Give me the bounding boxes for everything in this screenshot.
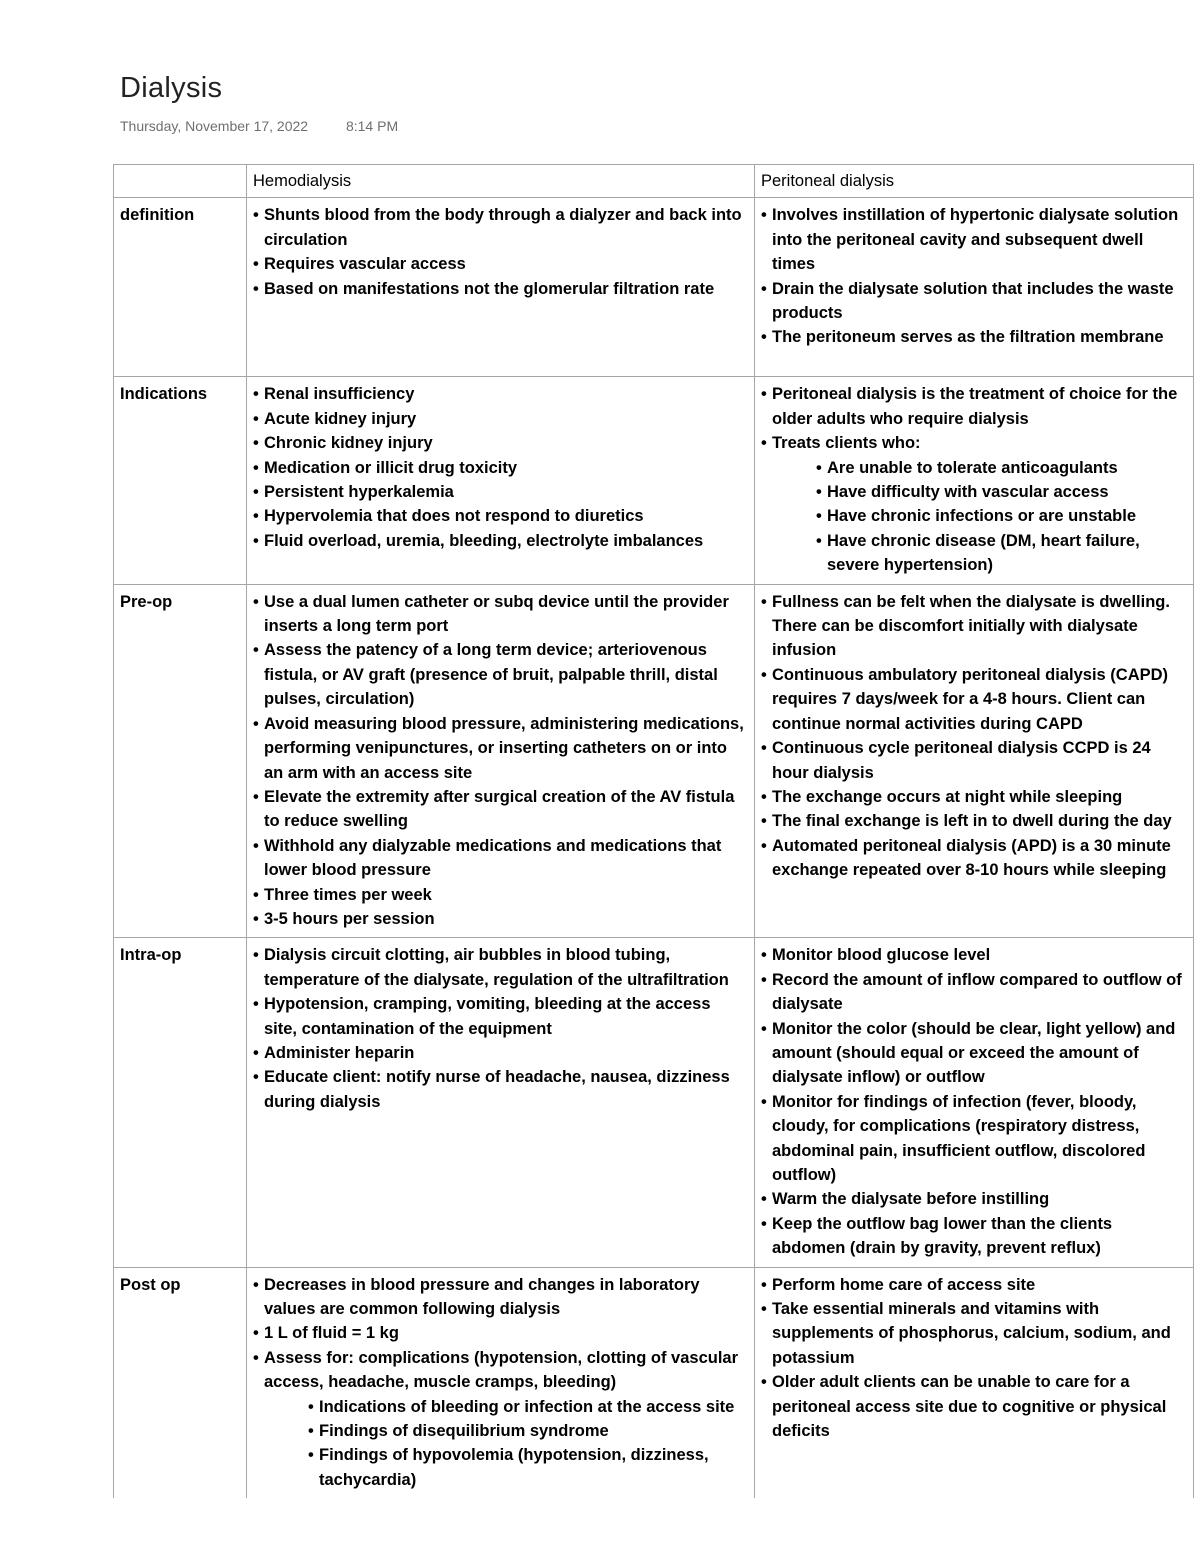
list-item: • Involves instillation of hypertonic dialysate solution into the peritoneal cavity and subsequent dwell times: [761, 203, 1187, 276]
peritoneal-cell: [755, 377, 1194, 584]
bullet-list: [761, 590, 1187, 883]
row-label: Indications: [114, 377, 247, 584]
peritoneal-cell: [755, 1267, 1194, 1498]
row-label: Post op: [114, 1267, 247, 1498]
peritoneal-cell: [755, 198, 1194, 377]
bullet-list: [253, 590, 748, 932]
sub-list-item: • Are unable to tolerate anticoagulants: [816, 456, 1187, 480]
sub-list-item: • Have chronic infections or are unstable: [816, 504, 1187, 528]
list-item: • Drain the dialysate solution that includes the waste products: [761, 277, 1187, 326]
list-item: • Fullness can be felt when the dialysate is dwelling. There can be discomfort initially with dialysate infusion: [761, 590, 1187, 663]
list-item: • Requires vascular access: [253, 252, 748, 276]
list-item: • Automated peritoneal dialysis (APD) is a 30 minute exchange repeated over 8-10 hours while sleeping: [761, 834, 1187, 883]
list-item: • Assess the patency of a long term device; arteriovenous fistula, or AV graft (presence of bruit, palpable thrill, distal pulses, circulation): [253, 638, 748, 711]
hemodialysis-cell: [247, 377, 755, 584]
list-item: • 3-5 hours per session: [253, 907, 748, 931]
list-item: • Shunts blood from the body through a dialyzer and back into circulation: [253, 203, 748, 252]
bullet-list: [253, 943, 748, 1114]
list-item: • Continuous cycle peritoneal dialysis CCPD is 24 hour dialysis: [761, 736, 1187, 785]
list-item: • Acute kidney injury: [253, 407, 748, 431]
page-title: Dialysis: [120, 72, 223, 104]
list-item: • Hypervolemia that does not respond to diuretics: [253, 504, 748, 528]
peritoneal-cell: [755, 584, 1194, 938]
list-item: • Persistent hyperkalemia: [253, 480, 748, 504]
list-item: • Educate client: notify nurse of headache, nausea, dizziness during dialysis: [253, 1065, 748, 1114]
list-item: [761, 431, 1187, 577]
sub-list-item: • Have chronic disease (DM, heart failure, severe hypertension): [816, 529, 1187, 578]
list-item: • Elevate the extremity after surgical creation of the AV fistula to reduce swelling: [253, 785, 748, 834]
hemodialysis-cell: [247, 938, 755, 1267]
bullet-list: [761, 1273, 1187, 1444]
sub-list-item: • Findings of disequilibrium syndrome: [308, 1419, 748, 1443]
page-date: Thursday, November 17, 2022: [120, 118, 309, 134]
page-time: 8:14 PM: [345, 118, 399, 134]
list-item: • 1 L of fluid = 1 kg: [253, 1321, 748, 1345]
list-item: • Warm the dialysate before instilling: [761, 1187, 1187, 1211]
row-definition: [114, 198, 1194, 377]
list-item: • Perform home care of access site: [761, 1273, 1187, 1297]
hemodialysis-cell: [247, 584, 755, 938]
list-item: • The final exchange is left in to dwell during the day: [761, 809, 1187, 833]
list-item: • Three times per week: [253, 883, 748, 907]
sub-bullet-list: [264, 1395, 748, 1493]
hemodialysis-cell: [247, 1267, 755, 1498]
row-label: Intra-op: [114, 938, 247, 1267]
list-item: • Use a dual lumen catheter or subq device until the provider inserts a long term port: [253, 590, 748, 639]
list-item: • Medication or illicit drug toxicity: [253, 456, 748, 480]
sub-bullet-list: [772, 456, 1187, 578]
list-item: • Monitor the color (should be clear, light yellow) and amount (should equal or exceed the amount of dialysate inflow) or outflow: [761, 1017, 1187, 1090]
row-label: Pre-op: [114, 584, 247, 938]
header-hemodialysis: Hemodialysis: [247, 165, 755, 198]
row-label: definition: [114, 198, 247, 377]
peritoneal-cell: [755, 938, 1194, 1267]
list-item: • Peritoneal dialysis is the treatment of choice for the older adults who require dialysis: [761, 382, 1187, 431]
sub-list-item: • Have difficulty with vascular access: [816, 480, 1187, 504]
list-item-text: Treats clients who:: [772, 434, 921, 453]
list-item: • The peritoneum serves as the filtration membrane: [761, 325, 1187, 349]
header-corner: [114, 165, 247, 198]
bullet-list: [761, 203, 1187, 349]
bullet-list: [253, 382, 748, 553]
list-item: • Continuous ambulatory peritoneal dialysis (CAPD) requires 7 days/week for a 4-8 hours. Client can continue normal activities during CAPD: [761, 663, 1187, 736]
list-item: • Fluid overload, uremia, bleeding, electrolyte imbalances: [253, 529, 748, 553]
list-item: [253, 1346, 748, 1492]
list-item: • Decreases in blood pressure and changes in laboratory values are common following dialysis: [253, 1273, 748, 1322]
table-header-row: [114, 165, 1194, 198]
bullet-list: [761, 382, 1187, 577]
page-meta: [120, 118, 398, 134]
list-item: • Record the amount of inflow compared to outflow of dialysate: [761, 968, 1187, 1017]
sub-list-item: • Indications of bleeding or infection at the access site: [308, 1395, 748, 1419]
row-indications: [114, 377, 1194, 584]
row-intra-op: [114, 938, 1194, 1267]
row-pre-op: [114, 584, 1194, 938]
sub-list-item: • Findings of hypovolemia (hypotension, dizziness, tachycardia): [308, 1443, 748, 1492]
list-item: • Administer heparin: [253, 1041, 748, 1065]
comparison-table: [113, 164, 1194, 1498]
list-item: • Chronic kidney injury: [253, 431, 748, 455]
bullet-list: [761, 943, 1187, 1260]
list-item: • The exchange occurs at night while sleeping: [761, 785, 1187, 809]
header-peritoneal-dialysis: Peritoneal dialysis: [755, 165, 1194, 198]
bullet-list: [253, 1273, 748, 1493]
list-item: • Keep the outflow bag lower than the clients abdomen (drain by gravity, prevent reflux): [761, 1212, 1187, 1261]
list-item: • Withhold any dialyzable medications and medications that lower blood pressure: [253, 834, 748, 883]
list-item: • Take essential minerals and vitamins with supplements of phosphorus, calcium, sodium, and potassium: [761, 1297, 1187, 1370]
list-item: • Based on manifestations not the glomerular filtration rate: [253, 277, 748, 301]
list-item: • Renal insufficiency: [253, 382, 748, 406]
list-item: • Monitor for findings of infection (fever, bloody, cloudy, for complications (respiratory distress, abdominal pain, insufficient outflow, discolored outflow): [761, 1090, 1187, 1188]
list-item-text: Assess for: complications (hypotension, clotting of vascular access, headache, muscle cramps, bleeding): [264, 1348, 739, 1392]
list-item: • Hypotension, cramping, vomiting, bleeding at the access site, contamination of the equipment: [253, 992, 748, 1041]
list-item: • Avoid measuring blood pressure, administering medications, performing venipunctures, or inserting catheters on or into an arm with an access site: [253, 712, 748, 785]
list-item: • Dialysis circuit clotting, air bubbles in blood tubing, temperature of the dialysate, regulation of the ultrafiltration: [253, 943, 748, 992]
bullet-list: [253, 203, 748, 301]
list-item: • Monitor blood glucose level: [761, 943, 1187, 967]
list-item: • Older adult clients can be unable to care for a peritoneal access site due to cognitive or physical deficits: [761, 1370, 1187, 1443]
hemodialysis-cell: [247, 198, 755, 377]
row-post-op: [114, 1267, 1194, 1498]
